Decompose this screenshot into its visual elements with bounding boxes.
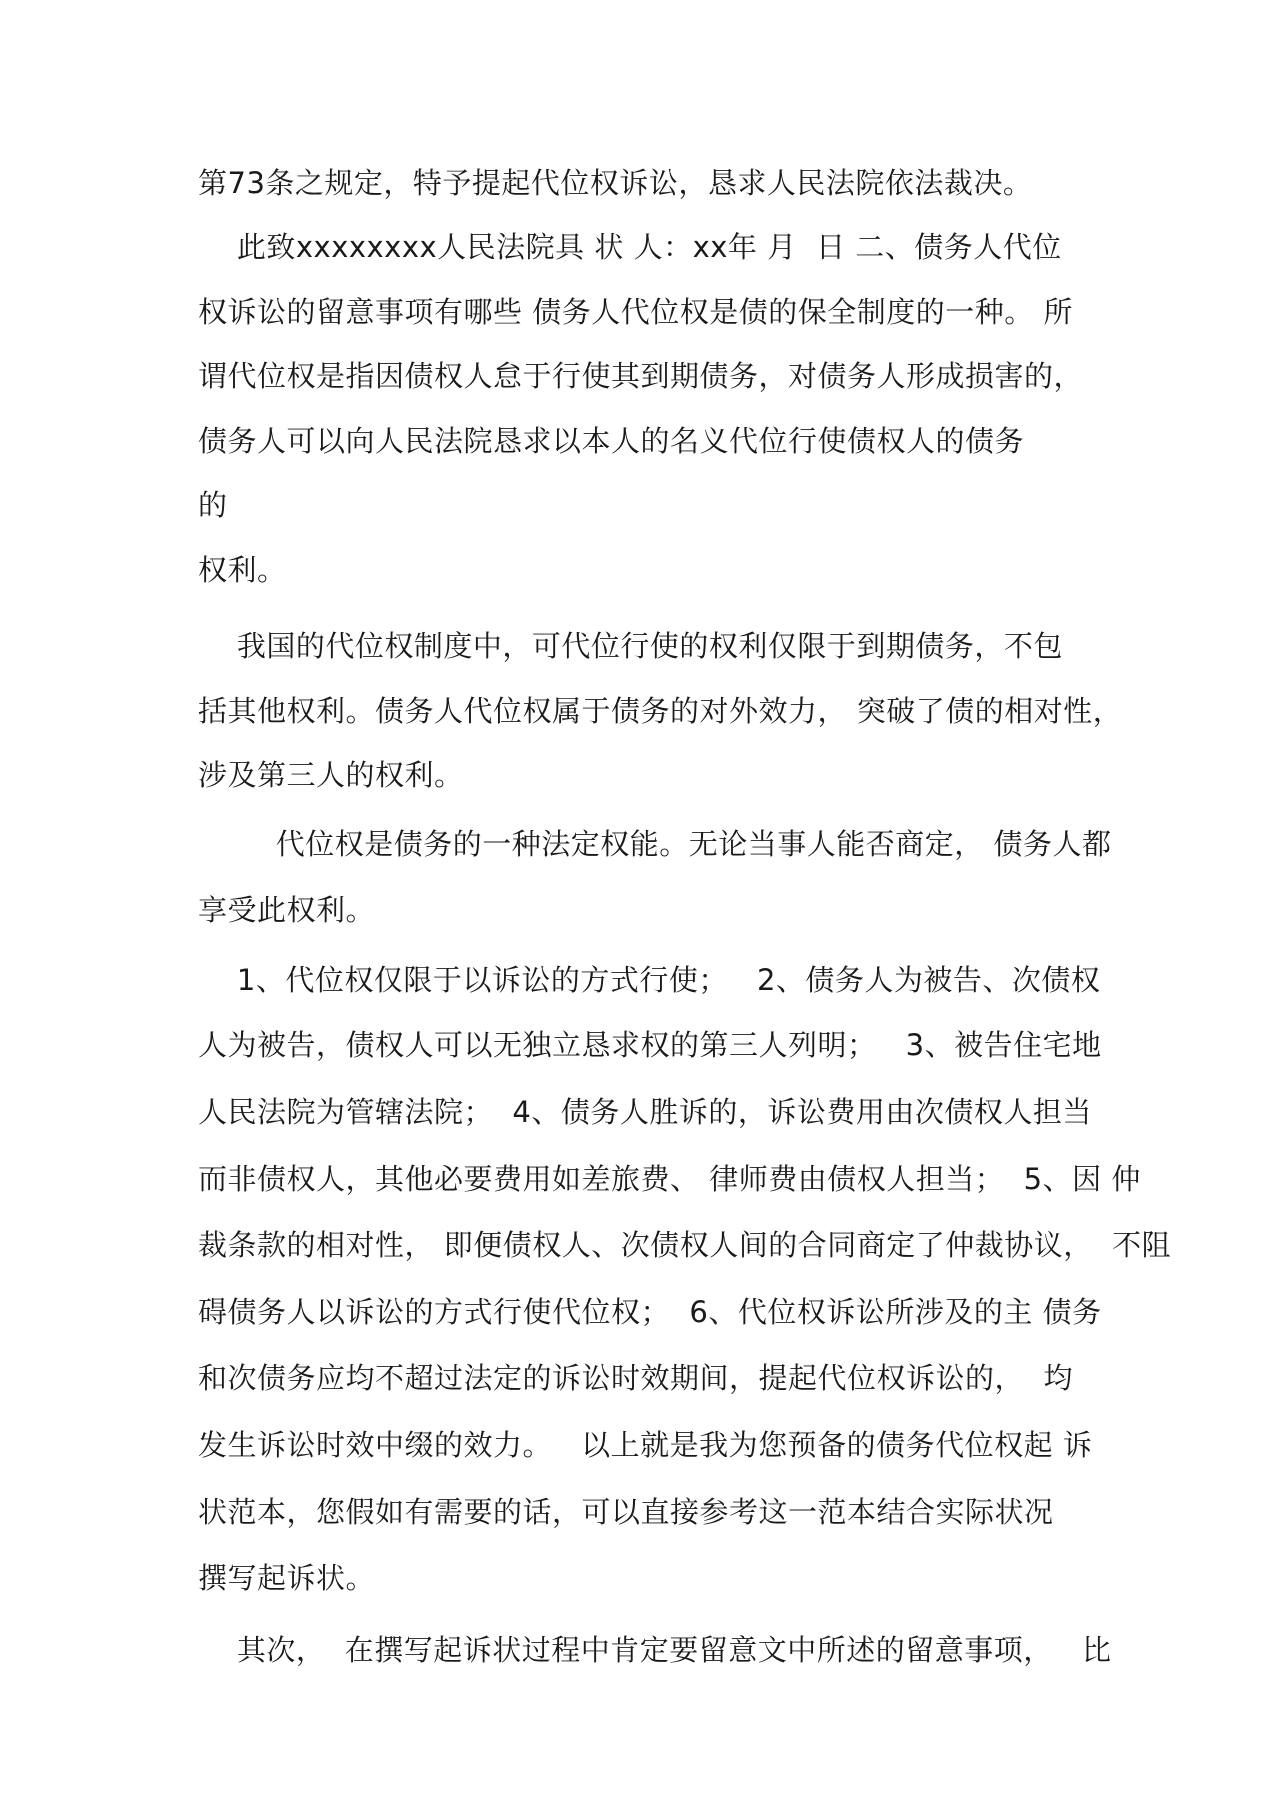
text-line: 代位权是债务的一种法定权能。无论当事人能否商定， 债务人都 (198, 827, 1112, 861)
text-line: 涉及第三人的权利。 (198, 758, 464, 792)
text-line: 权诉讼的留意事项有哪些 债务人代位权是债的保全制度的一种。 所 (198, 295, 1073, 329)
text-line: 享受此权利。 (198, 893, 376, 927)
text-line: 第73条之规定，特予提起代位权诉讼，恳求人民法院依法裁决。 (198, 166, 1033, 200)
text-line: 人民法院为管辖法院； 4、债务人胜诉的，诉讼费用由次债权人担当 (198, 1095, 1092, 1129)
text-line: 状范本，您假如有需要的话，可以直接参考这一范本结合实际状况 (198, 1495, 1054, 1529)
text-line: 权利。 (198, 553, 287, 587)
text-line: 而非债权人，其他必要费用如差旅费、 律师费由债权人担当； 5、因 仲 (198, 1162, 1141, 1196)
text-line: 1、代位权仅限于以诉讼的方式行使； 2、债务人为被告、次债权 (198, 963, 1101, 997)
text-line: 人为被告，债权人可以无独立恳求权的第三人列明； 3、被告住宅地 (198, 1028, 1102, 1062)
text-line: 债务人可以向人民法院恳求以本人的名义代位行使债权人的债务 (198, 424, 1025, 458)
text-line: 谓代位权是指因债权人怠于行使其到期债务，对债务人形成损害的， (198, 359, 1084, 393)
text-line: 我国的代位权制度中，可代位行使的权利仅限于到期债务，不包 (198, 629, 1063, 663)
text-line: 裁条款的相对性， 即便债权人、次债权人间的合同商定了仲裁协议， 不阻 (198, 1228, 1172, 1262)
text-line: 碍债务人以诉讼的方式行使代位权； 6、代位权诉讼所涉及的主 债务 (198, 1295, 1102, 1329)
text-line: 和次债务应均不超过法定的诉讼时效期间，提起代位权诉讼的， 均 (198, 1361, 1073, 1395)
text-line: 其次， 在撰写起诉状过程中肯定要留意文中所述的留意事项， 比 (198, 1633, 1112, 1667)
text-line: 的 (198, 488, 228, 522)
text-line: 括其他权利。债务人代位权属于债务的对外效力， 突破了债的相对性， (198, 694, 1123, 728)
text-line: 发生诉讼时效中缀的效力。 以上就是我为您预备的债务代位权起 诉 (198, 1428, 1093, 1462)
text-line: 此致xxxxxxxx人民法院具 状 人：xx年 月 日 二、债务人代位 (198, 230, 1062, 264)
text-line: 撰写起诉状。 (198, 1561, 376, 1595)
